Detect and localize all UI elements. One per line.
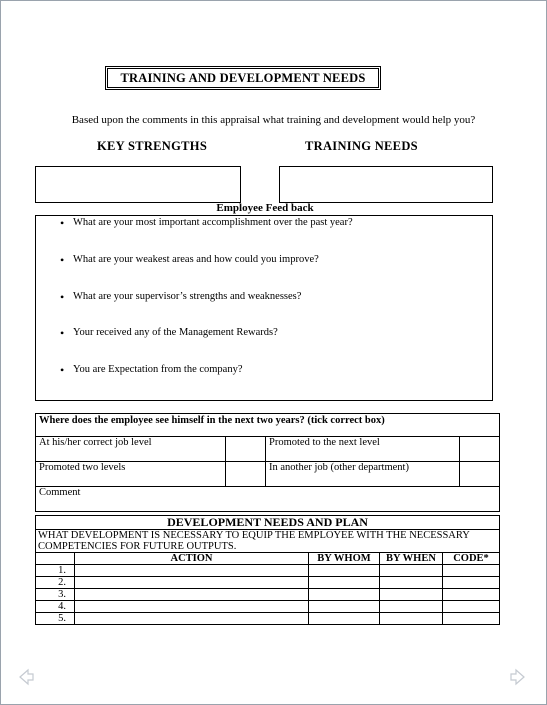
by-whom-cell[interactable] [309, 577, 380, 589]
by-when-cell[interactable] [380, 577, 443, 589]
plan-table [35, 515, 500, 625]
action-cell[interactable] [75, 589, 309, 601]
code-cell[interactable] [443, 613, 500, 625]
plan-row [36, 601, 500, 613]
code-cell[interactable] [443, 577, 500, 589]
option-tick-box[interactable] [460, 437, 500, 462]
arrow-right-icon[interactable] [509, 668, 527, 686]
feedback-question: • What are your weakest areas and how could you improve? [73, 254, 319, 265]
option-label: In another job (other department) [266, 462, 460, 487]
training-needs-box[interactable] [279, 166, 493, 203]
option-tick-box[interactable] [226, 437, 266, 462]
plan-row [36, 589, 500, 601]
action-cell[interactable] [75, 613, 309, 625]
training-needs-heading: TRAINING NEEDS [305, 139, 418, 153]
career-question: Where does the employee see himself in the next two years? (tick correct box) [36, 414, 500, 437]
by-whom-cell[interactable] [309, 589, 380, 601]
code-cell[interactable] [443, 589, 500, 601]
key-strengths-heading: KEY STRENGTHS [97, 139, 208, 153]
key-strengths-box[interactable] [35, 166, 241, 203]
by-whom-cell[interactable] [309, 613, 380, 625]
feedback-question: • What are your supervisor’s strengths and weaknesses? [73, 291, 301, 302]
code-cell[interactable] [443, 565, 500, 577]
plan-row [36, 565, 500, 577]
plan-row [36, 613, 500, 625]
feedback-title: Employee Feed back [216, 202, 314, 214]
feedback-box[interactable] [35, 215, 493, 401]
plan-index-header [36, 553, 75, 565]
column-header: BY WHEN [380, 553, 443, 565]
option-tick-box[interactable] [226, 462, 266, 487]
plan-title: DEVELOPMENT NEEDS AND PLAN [36, 516, 500, 530]
feedback-question: • Your received any of the Management Rewards? [73, 327, 278, 338]
row-number: 1. [36, 565, 75, 577]
career-table [35, 413, 500, 512]
row-number: 2. [36, 577, 75, 589]
option-label: At his/her correct job level [36, 437, 226, 462]
by-when-cell[interactable] [380, 589, 443, 601]
column-header: BY WHOM [309, 553, 380, 565]
option-tick-box[interactable] [460, 462, 500, 487]
by-when-cell[interactable] [380, 613, 443, 625]
column-header: CODE* [443, 553, 500, 565]
by-when-cell[interactable] [380, 565, 443, 577]
by-whom-cell[interactable] [309, 601, 380, 613]
feedback-question: • What are your most important accomplishment over the past year? [73, 217, 353, 228]
option-label: Promoted to the next level [266, 437, 460, 462]
action-cell[interactable] [75, 601, 309, 613]
row-number: 5. [36, 613, 75, 625]
option-label: Promoted two levels [36, 462, 226, 487]
by-whom-cell[interactable] [309, 565, 380, 577]
intro-text: Based upon the comments in this appraisal what training and development would help you? [71, 114, 476, 126]
arrow-left-icon[interactable] [17, 668, 35, 686]
action-cell[interactable] [75, 565, 309, 577]
row-number: 3. [36, 589, 75, 601]
comment-label: Comment [39, 487, 81, 498]
plan-subtitle: WHAT DEVELOPMENT IS NECESSARY TO EQUIP THE EMPLOYEE WITH THE NECESSARY COMPETENCIES FOR FUTURE OUTPUTS. [36, 530, 500, 553]
comment-field[interactable] [36, 487, 500, 512]
row-number: 4. [36, 601, 75, 613]
action-cell[interactable] [75, 577, 309, 589]
page-title: TRAINING AND DEVELOPMENT NEEDS [105, 66, 381, 90]
feedback-question: • You are Expectation from the company? [73, 364, 243, 375]
column-header: ACTION [75, 553, 309, 565]
code-cell[interactable] [443, 601, 500, 613]
by-when-cell[interactable] [380, 601, 443, 613]
plan-row [36, 577, 500, 589]
